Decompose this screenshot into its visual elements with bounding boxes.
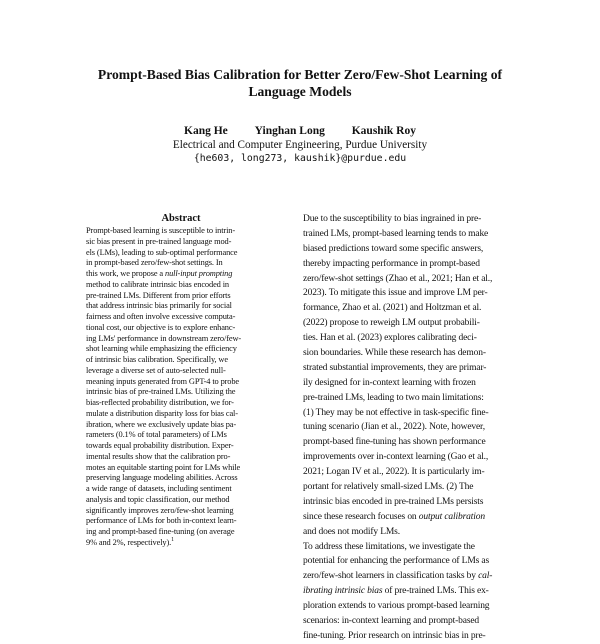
intro-line: ties. Han et al. (2023) explores calibrating deci- xyxy=(303,333,477,344)
abstract-line: els (LMs), leading to sub-optimal performance xyxy=(86,247,238,257)
intro-line: 2021; Logan IV et al., 2022). It is particularly im- xyxy=(303,467,485,478)
abstract-line: sic bias present in pre-trained language mod- xyxy=(86,236,232,246)
abstract-line: of intrinsic bias calibration. Specifically, we xyxy=(86,355,228,364)
introduction-body xyxy=(303,212,543,644)
intro-line: ily designed for in-context learning with frozen xyxy=(303,377,476,388)
abstract-line: mulate a distribution disparity loss for bias cal- xyxy=(86,408,238,418)
abstract-line: analysis and topic classification, our method xyxy=(86,494,230,504)
abstract-line: Prompt-based learning is susceptible to intrin- xyxy=(86,226,236,235)
footnote-mark: 1 xyxy=(171,536,175,543)
author-emails: {he603, long273, kaushik}@purdue.edu xyxy=(193,153,407,164)
abstract-line: significantly improves zero/few-shot learning xyxy=(86,505,234,515)
intro-line: fine-tuning. Prior research on intrinsic bias in pre- xyxy=(303,630,486,641)
intro-emphasis: ibrating intrinsic bias xyxy=(303,586,383,597)
abstract-line: tional cost, our objective is to explore enhanc- xyxy=(86,322,236,332)
intro-line: ploration extends to various prompt-based learning xyxy=(303,601,490,612)
intro-line: trained LMs, prompt-based learning tends to make xyxy=(303,228,489,239)
abstract-line: preserving language modeling abilities. Across xyxy=(86,473,238,483)
abstract-line: ing and prompt-based fine-tuning (on average xyxy=(86,527,235,536)
author-name: Yinghan Long xyxy=(254,125,325,137)
intro-line: thereby impacting performance in prompt-based xyxy=(303,258,480,269)
abstract-heading: Abstract xyxy=(161,213,201,224)
abstract-line: ing LMs' performance in downstream zero/few- xyxy=(86,333,242,343)
abstract-line-text: 9% and 2%, respectively). xyxy=(86,537,172,547)
abstract-line: motes an equitable starting point for LMs while xyxy=(86,462,241,472)
intro-line: (2022) propose to reweigh LM output probabili- xyxy=(303,318,480,329)
abstract-line: shot learning while emphasizing the efficiency xyxy=(86,344,237,354)
abstract-line: imental results show that the calibration pro- xyxy=(86,451,231,461)
abstract-line: in prompt-based zero/few-shot settings. In xyxy=(86,258,223,268)
intro-line: sion boundaries. While these research has demon- xyxy=(303,348,486,359)
abstract-line-lead: this work, we propose a xyxy=(86,269,165,278)
abstract-line xyxy=(86,538,276,549)
intro-line: tuning scenario (Jian et al., 2022). Note, however, xyxy=(303,422,485,433)
intro-line: and does not modify LMs. xyxy=(303,526,400,537)
abstract-line xyxy=(86,269,276,280)
abstract-line: method to calibrate intrinsic bias encoded in xyxy=(86,279,229,289)
abstract-line: fairness and often involve excessive computa- xyxy=(86,312,236,321)
abstract-line: a wide range of datasets, including sentiment xyxy=(86,484,232,493)
intro-line: biased predictions toward some specific answers, xyxy=(303,243,484,254)
title-line-2: Language Models xyxy=(248,84,352,99)
intro-line: pre-trained LMs, leading to two main limitations: xyxy=(303,392,484,403)
intro-line-tail: of pre-trained LMs. This ex- xyxy=(382,586,489,597)
intro-line: strated substantial improvements, they are primar- xyxy=(303,362,487,373)
intro-line: prompt-based fine-tuning has shown performance xyxy=(303,437,486,448)
intro-emphasis: output calibration xyxy=(418,511,485,522)
abstract-line: bias-reflected probability distribution, we for- xyxy=(86,398,234,407)
abstract-line: rameters (0.1% of total parameters) of LMs xyxy=(86,430,227,440)
abstract-line: ibration, where we exclusively update bias pa- xyxy=(86,419,237,429)
affiliation: Electrical and Computer Engineering, Purdue University xyxy=(172,139,428,151)
abstract-line: pre-trained LMs. Different from prior efforts xyxy=(86,290,231,300)
intro-line xyxy=(303,510,543,525)
abstract-line: performance of LMs for both in-context learn- xyxy=(86,516,237,526)
intro-line: (1) They may be not effective in task-specific fine- xyxy=(303,407,489,418)
paper-title xyxy=(60,66,540,100)
author-list xyxy=(60,124,540,138)
abstract-line: towards equal probability distribution. Exper- xyxy=(86,441,234,450)
abstract-emphasis: null-input prompting xyxy=(165,269,233,278)
intro-line: To address these limitations, we investigate the xyxy=(303,541,475,552)
abstract-line: leverage a diverse set of auto-selected null- xyxy=(86,365,226,375)
intro-line: portant for relatively small-sized LMs. (2) The xyxy=(303,482,474,493)
intro-line: scenarios: in-context learning and prompt-based xyxy=(303,616,480,627)
intro-line xyxy=(303,584,543,599)
abstract-body xyxy=(86,226,276,549)
intro-line: 2023). To mitigate this issue and improve LM per- xyxy=(303,288,488,299)
abstract-line: meaning inputs generated from GPT-4 to probe xyxy=(86,376,240,386)
author-name: Kang He xyxy=(184,125,228,137)
intro-line: intrinsic bias encoded in pre-trained LMs persists xyxy=(303,496,484,507)
intro-line: improvements over in-context learning (Gao et al., xyxy=(303,452,489,463)
abstract-line: that address intrinsic bias primarily for social xyxy=(86,301,232,311)
intro-line: Due to the susceptibility to bias ingrained in pre- xyxy=(303,214,482,224)
intro-line: zero/few-shot settings (Zhao et al., 2021; Han et al., xyxy=(303,273,493,284)
author-name: Kaushik Roy xyxy=(351,125,416,137)
intro-line-lead: since these research focuses on xyxy=(303,511,419,522)
intro-line: formance, Zhao et al. (2021) and Holtzman et al. xyxy=(303,303,482,314)
intro-line-lead: zero/few-shot learners in classification tasks by xyxy=(303,571,479,582)
intro-line xyxy=(303,569,543,584)
abstract-line: intrinsic bias of pre-trained LMs. Utilizing the xyxy=(86,387,236,397)
title-line-1: Prompt-Based Bias Calibration for Better Zero/Few-Shot Learning of xyxy=(97,67,503,82)
intro-line: potential for enhancing the performance of LMs as xyxy=(303,556,490,567)
intro-emphasis: cal- xyxy=(478,571,493,582)
